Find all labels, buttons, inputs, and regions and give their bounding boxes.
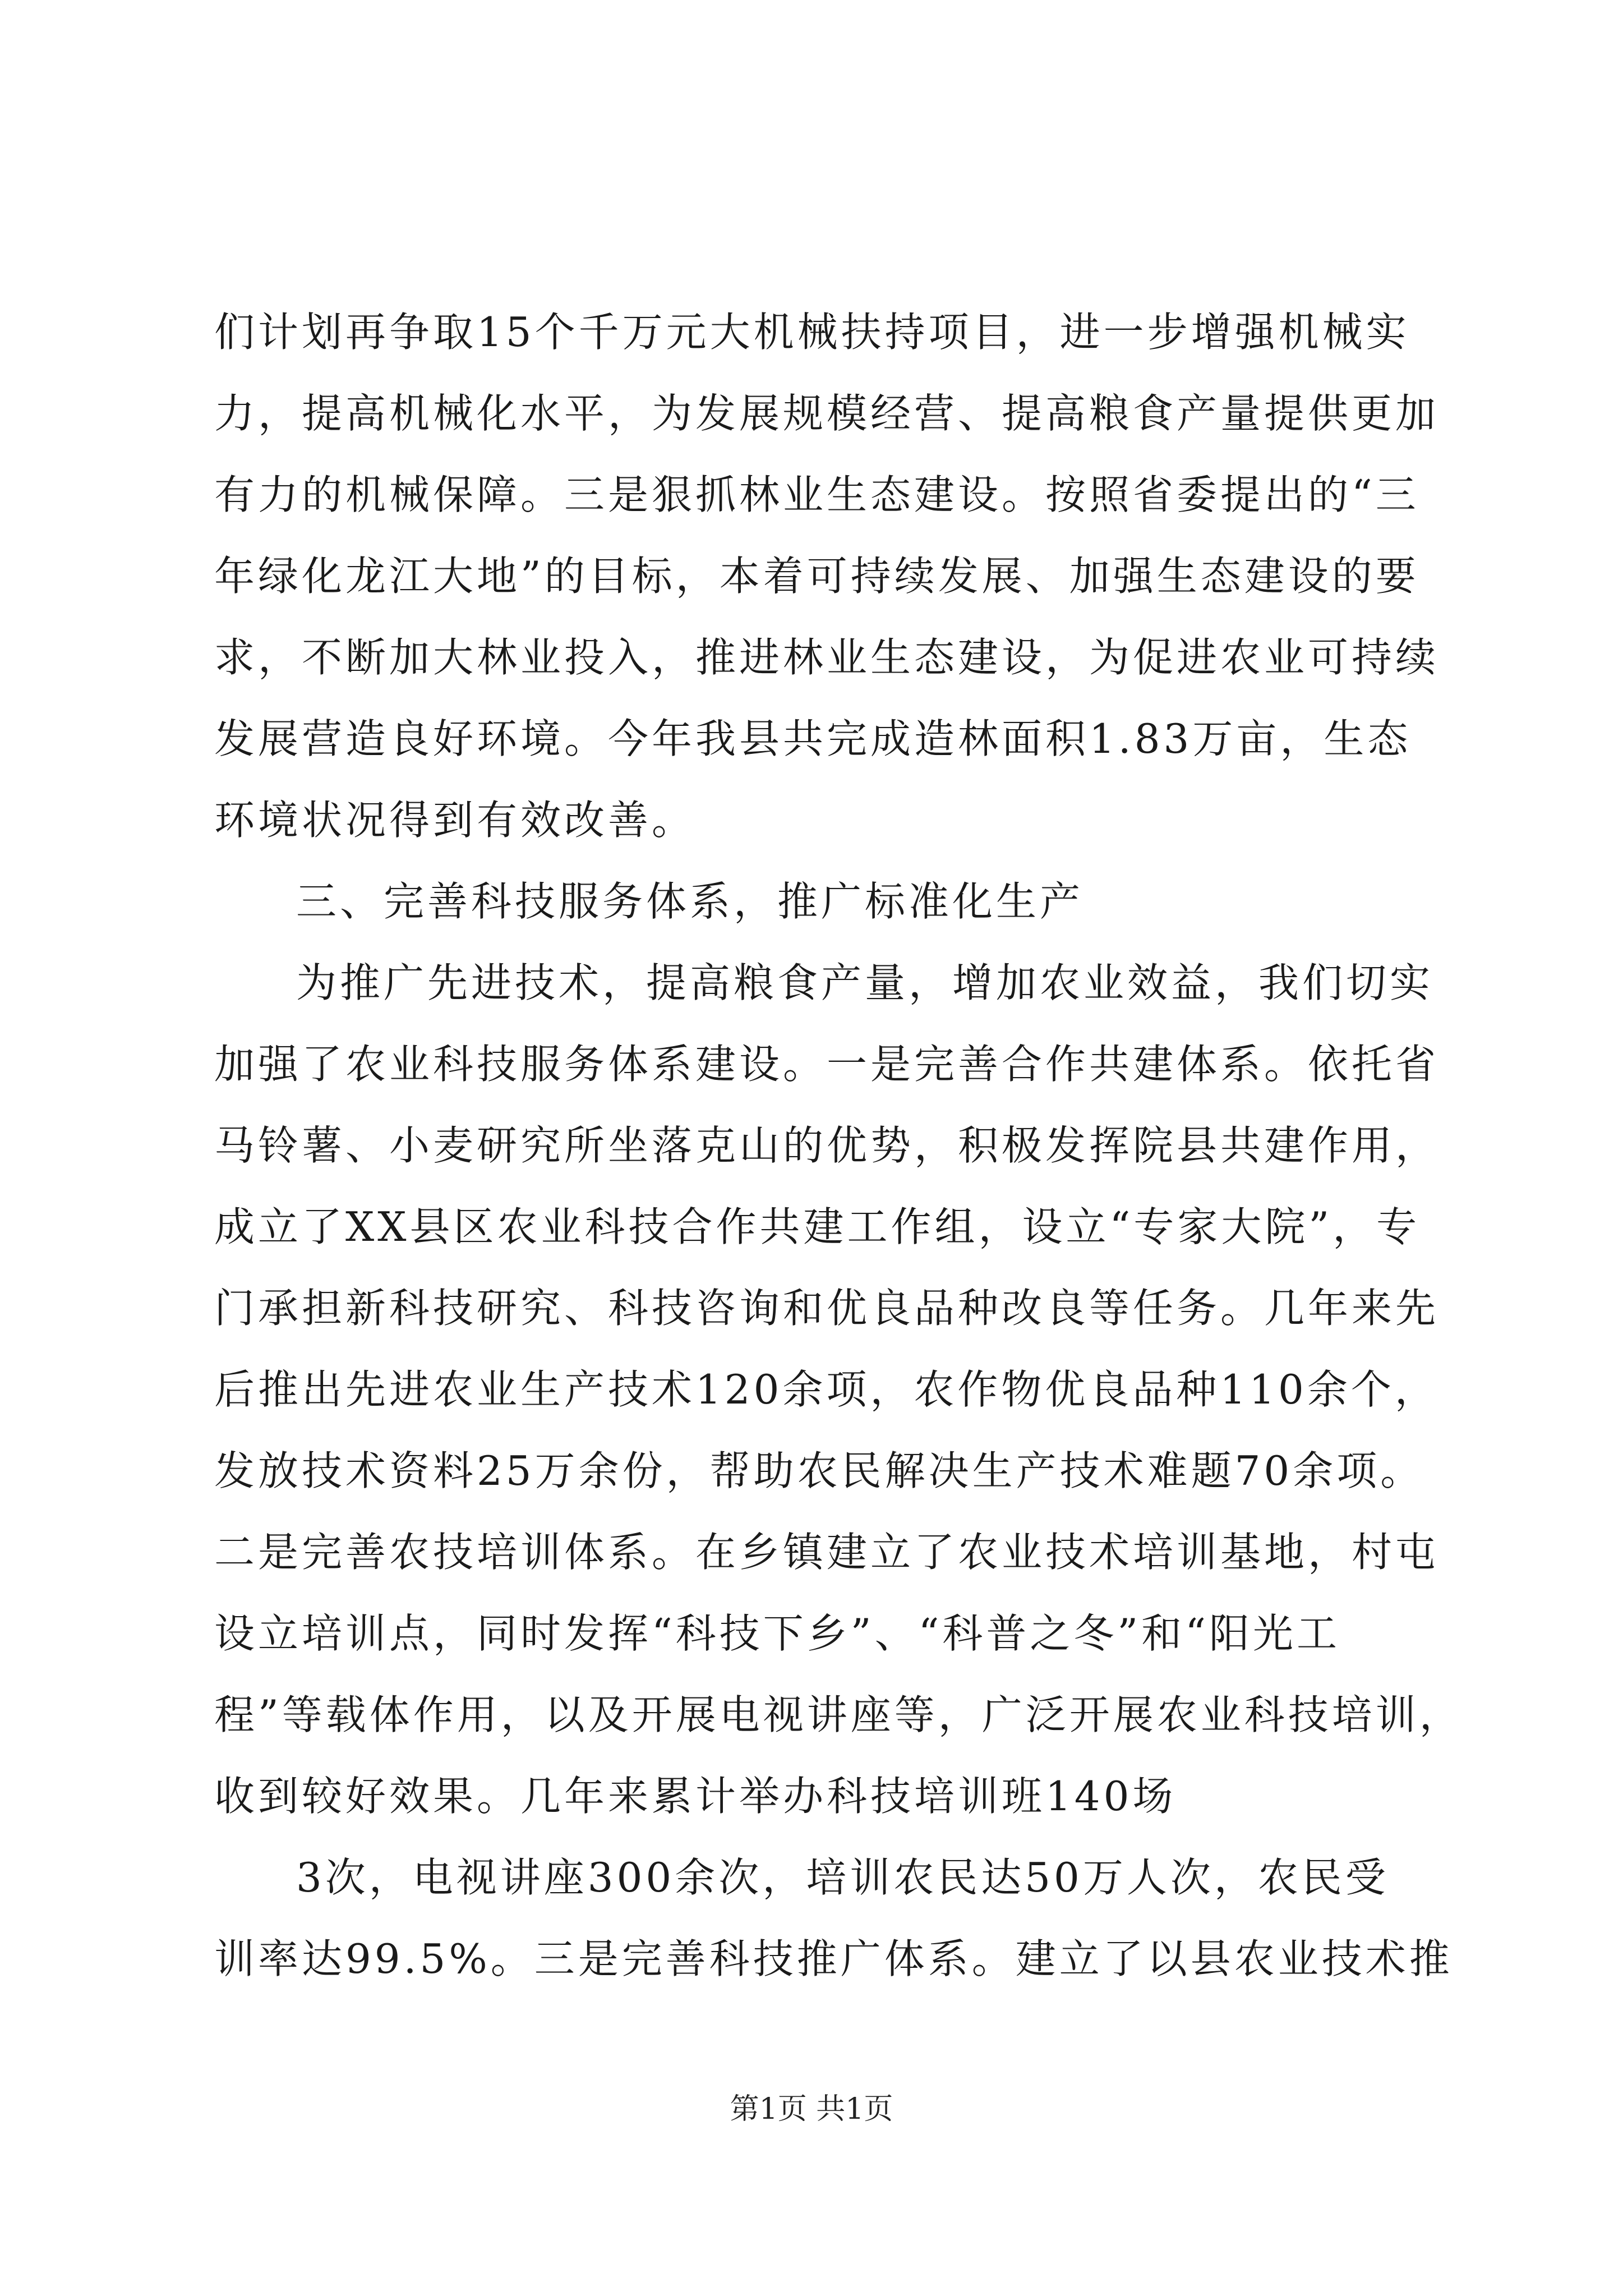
text-line: 设立培训点，同时发挥“科技下乡”、“科普之冬”和“阳光工 (214, 1610, 1341, 1657)
text-line: 马铃薯、小麦研究所坐落克山的优势，积极发挥院县共建作用， (214, 1122, 1440, 1169)
text-line: 环境状况得到有效改善。 (214, 797, 696, 844)
text-line: 程”等载体作用，以及开展电视讲座等，广泛开展农业科技培训， (214, 1691, 1463, 1738)
text-line: 门承担新科技研究、科技咨询和优良品种改良等任务。几年来先 (214, 1285, 1440, 1332)
page-footer: 第1页 共1页 (730, 2092, 893, 2126)
text-line: 发放技术资料25万余份，帮助农民解决生产技术难题70余项。 (214, 1447, 1424, 1494)
text-line: 求，不断加大林业投入，推进林业生态建设，为促进农业可持续 (214, 634, 1440, 681)
text-line: 二是完善农技培训体系。在乡镇建立了农业技术培训基地，村屯 (214, 1529, 1440, 1576)
text-line: 们计划再争取15个千万元大机械扶持项目，进一步增强机械实 (214, 309, 1410, 356)
text-line: 后推出先进农业生产技术120余项，农作物优良品种110余个， (214, 1366, 1438, 1413)
text-line: 发展营造良好环境。今年我县共完成造林面积1.83万亩，生态 (214, 715, 1412, 762)
text-line: 力，提高机械化水平，为发展规模经营、提高粮食产量提供更加 (214, 390, 1440, 437)
text-line: 加强了农业科技服务体系建设。一是完善合作共建体系。依托省 (214, 1041, 1440, 1088)
text-line: 成立了XX县区农业科技合作共建工作组，设立“专家大院”，专 (214, 1203, 1421, 1250)
text-line: 有力的机械保障。三是狠抓林业生态建设。按照省委提出的“三 (214, 471, 1419, 518)
text-line: 年绿化龙江大地”的目标，本着可持续发展、加强生态建设的要 (214, 553, 1419, 600)
text-line: 3次，电视讲座300余次，培训农民达50万人次，农民受 (296, 1854, 1389, 1901)
text-line: 收到较好效果。几年来累计举办科技培训班140场 (214, 1773, 1177, 1820)
document-body (214, 292, 1463, 2000)
section-heading: 三、完善科技服务体系，推广标准化生产 (296, 878, 1084, 925)
text-line: 为推广先进技术，提高粮食产量，增加农业效益，我们切实 (296, 959, 1434, 1006)
text-line: 训率达99.5%。三是完善科技推广体系。建立了以县农业技术推 (214, 1935, 1453, 1982)
